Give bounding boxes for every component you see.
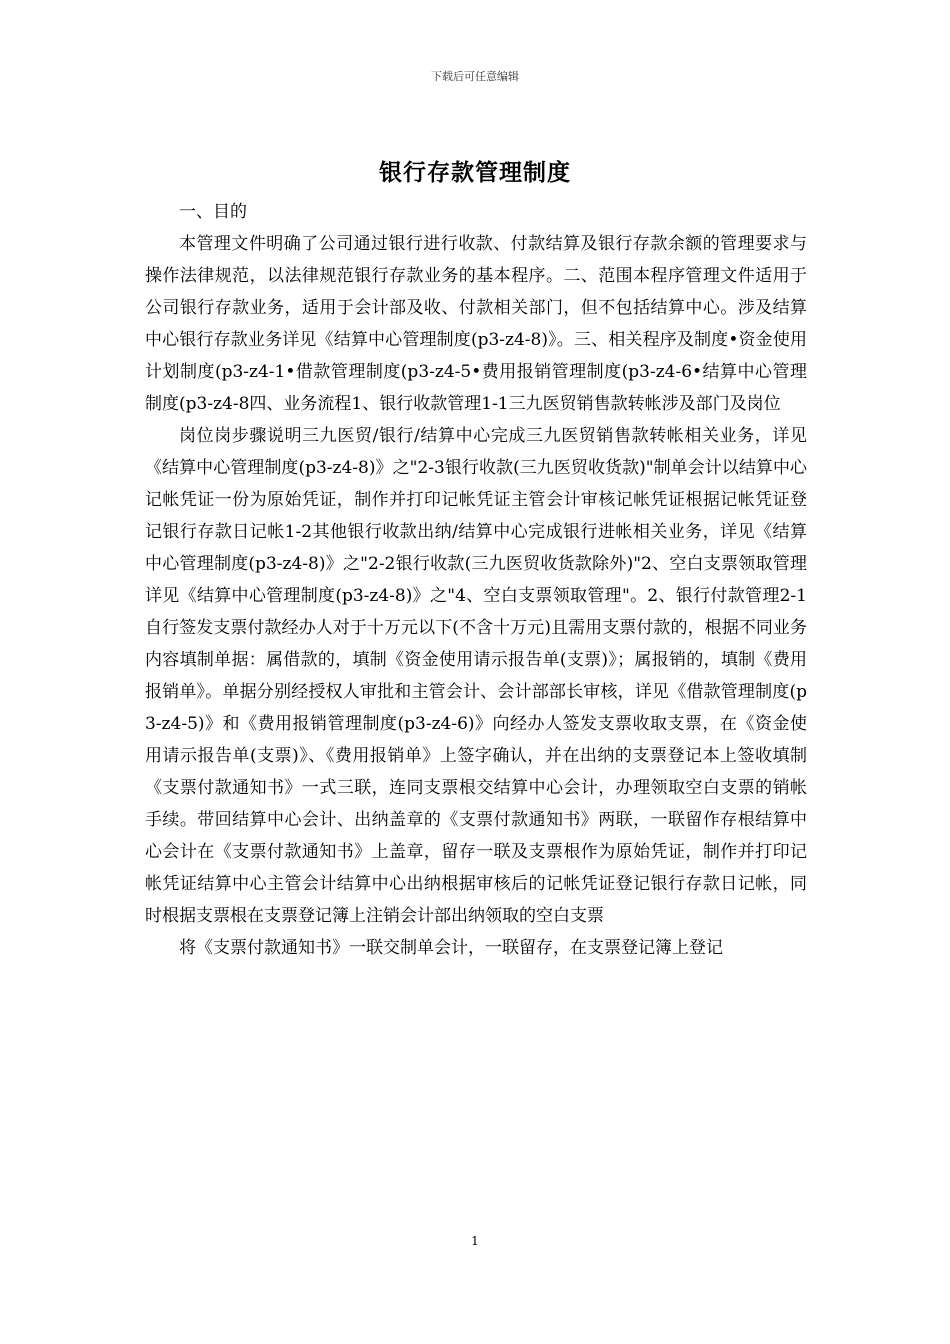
document-title: 银行存款管理制度 — [379, 160, 571, 186]
page-number: 1 — [471, 1234, 479, 1248]
page-header-note: 下载后可任意编辑 — [431, 70, 519, 83]
section-heading-purpose: 一、目的 — [179, 202, 247, 222]
body-paragraph: 将《支票付款通知书》一联交制单会计，一联留存，在支票登记簿上登记 — [179, 938, 723, 958]
body-paragraph: 本管理文件明确了公司通过银行进行收款、付款结算及银行存款余额的管理要求与操作法律规范，以法律规范银行存款业务的基本程序。二、范围本程序管理文件适用于公司银行存款业务，适用于会计部及收、付款相关部门，但不包括结算中心。涉及结算中心银行存款业务详见《结算中心管理制度(p3-z4-8)》。三、相关程序及制度•资金使用计划制度(p3-z4-1•借款管理制度(p3-z4-5•费用报销管理制度(p3-z4-6•结算中心管理制度(p3-z4-8四、业务流程1、银行收款管理1-1三九医贸销售款转帐涉及部门及岗位 — [145, 234, 807, 414]
document-body — [145, 196, 807, 964]
body-paragraph: 岗位岗步骤说明三九医贸/银行/结算中心完成三九医贸销售款转帐相关业务，详见《结算中心管理制度(p3-z4-8)》之"2-3银行收款(三九医贸收货款)"制单会计以结算中心记帐凭证一份为原始凭证，制作并打印记帐凭证主管会计审核记帐凭证根据记帐凭证登记银行存款日记帐1-2其他银行收款出纳/结算中心完成银行进帐相关业务，详见《结算中心管理制度(p3-z4-8)》之"2-2银行收款(三九医贸收货款除外)"2、空白支票领取管理详见《结算中心管理制度(p3-z4-8)》之"4、空白支票领取管理"。2、银行付款管理2-1自行签发支票付款经办人对于十万元以下(不含十万元)且需用支票付款的，根据不同业务内容填制单据：属借款的，填制《资金使用请示报告单(支票)》；属报销的，填制《费用报销单》。单据分别经授权人审批和主管会计、会计部部长审核，详见《借款管理制度(p3-z4-5)》和《费用报销管理制度(p3-z4-6)》向经办人签发支票收取支票，在《资金使用请示报告单(支票)》、《费用报销单》上签字确认，并在出纳的支票登记本上签收填制《支票付款通知书》一式三联，连同支票根交结算中心会计，办理领取空白支票的销帐手续。带回结算中心会计、出纳盖章的《支票付款通知书》两联，一联留作存根结算中心会计在《支票付款通知书》上盖章，留存一联及支票根作为原始凭证，制作并打印记帐凭证结算中心主管会计结算中心出纳根据审核后的记帐凭证登记银行存款日记帐，同时根据支票根在支票登记簿上注销会计部出纳领取的空白支票 — [145, 426, 807, 926]
